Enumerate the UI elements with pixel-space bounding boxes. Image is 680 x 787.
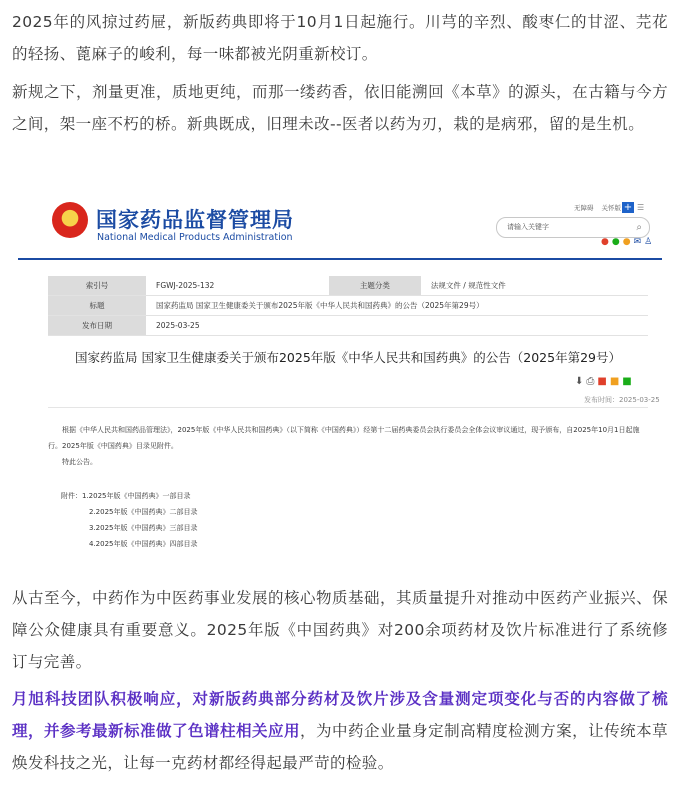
user-icon[interactable]: ♙ xyxy=(644,237,653,247)
attachment-link[interactable]: 2.2025年版《中国药典》二部目录 xyxy=(89,508,198,516)
publish-date: 发布时间：2025-03-25 xyxy=(584,396,660,404)
attachment-link[interactable]: 4.2025年版《中国药典》四部目录 xyxy=(89,540,198,548)
title-label: 标题 xyxy=(48,296,146,316)
org-name-en: National Medical Products Administration xyxy=(97,232,293,243)
table-row xyxy=(48,316,648,336)
table-row xyxy=(48,296,648,316)
title-value: 国家药监局 国家卫生健康委关于颁布2025年版《中华人民共和国药典》的公告（2025年第29号） xyxy=(146,296,648,316)
app-icon[interactable]: ● xyxy=(622,237,631,247)
share-wechat-icon[interactable]: ■ xyxy=(622,376,632,387)
attachment-link[interactable]: 3.2025年版《中国药典》三部目录 xyxy=(89,524,198,532)
menu-icon[interactable]: ☰ xyxy=(637,203,645,212)
share-qzone-icon[interactable]: ■ xyxy=(609,376,620,387)
topic-label: 主题分类 xyxy=(329,276,421,296)
attachment-link[interactable]: 1.2025年版《中国药典》一部目录 xyxy=(82,492,191,500)
top-links xyxy=(574,203,629,212)
body-paragraph: 根据《中华人民共和国药品管理法》，2025年版《中华人民共和国药典》（以下简称《中国药典》）经第十二届药典委员会执行委员会全体会议审议通过，现予颁布，自2025年10月1日起施行。2025年版《中国药典》目录见附件。 xyxy=(48,426,640,450)
wechat-icon[interactable]: ● xyxy=(611,237,620,247)
weibo-icon[interactable]: ● xyxy=(601,237,609,247)
document-title: 国家药监局 国家卫生健康委关于颁布2025年版《中华人民共和国药典》的公告（2025年第29号） xyxy=(74,350,621,365)
search-icon[interactable]: ⌕ xyxy=(636,222,642,233)
mail-icon[interactable]: ✉ xyxy=(633,237,642,247)
topic-value: 法规文件 / 规范性文件 xyxy=(421,276,648,296)
document-body xyxy=(48,422,648,470)
plus-icon[interactable]: + xyxy=(623,202,633,213)
org-name-cn: 国家药品监督管理局 xyxy=(96,208,294,232)
highlight-text: 月旭科技团队积极响应，对新版药典部分药材及饮片涉及含量测定项变化与否的内容做了梳理，并参考最新标准做了色谱柱相关应用 xyxy=(12,690,668,740)
attachments-label: 附件： xyxy=(61,492,82,500)
article-paragraph-2: 新规之下，剂量更准，质地更纯，而那一缕药香，依旧能溯回《本草》的源头，在古籍与今方之间，架一座不朽的桥。新典既成，旧理未改--医者以药为刃，栽的是病邪，留的是生机。 xyxy=(12,83,668,133)
date-label: 发布日期 xyxy=(48,316,146,336)
search-box[interactable] xyxy=(496,217,650,238)
table-row xyxy=(48,276,648,296)
date-value: 2025-03-25 xyxy=(146,316,648,336)
download-icon[interactable]: ⬇ xyxy=(575,376,584,387)
metadata-table xyxy=(48,276,648,336)
doc-divider xyxy=(48,407,648,408)
emblem-star-icon: ★ xyxy=(64,211,75,225)
social-icons xyxy=(598,237,652,247)
doc-tools xyxy=(572,376,632,387)
paragraph-4-rest: ，为中药企业量身定制高精度检测方案，让传统本草焕发科技之光，让每一克药材都经得起最严苛的检验。 xyxy=(12,722,669,772)
care-mode-link[interactable]: 关怀版 xyxy=(601,204,621,212)
print-icon[interactable]: ⎙ xyxy=(586,376,595,387)
index-label: 索引号 xyxy=(48,276,146,296)
notice-text: 特此公告。 xyxy=(62,458,97,466)
accessibility-link[interactable]: 无障碍 xyxy=(574,204,594,212)
search-input[interactable]: 请输入关键字 xyxy=(507,223,549,231)
embedded-nmpa-screenshot xyxy=(12,180,668,560)
share-weibo-icon[interactable]: ■ xyxy=(597,376,607,387)
attachments xyxy=(61,488,198,552)
article-paragraph-4 xyxy=(12,683,668,779)
header-divider xyxy=(18,258,662,260)
article-paragraph-3: 从古至今，中药作为中医药事业发展的核心物质基础，其质量提升对推动中医药产业振兴、保障公众健康具有重要意义。2025年版《中国药典》对200余项药材及饮片标准进行了系统修订与完善。 xyxy=(12,589,668,671)
index-value: FGWJ-2025-132 xyxy=(146,276,329,296)
article-paragraph-1: 2025年的风掠过药屉，新版药典即将于10月1日起施行。川芎的辛烈、酸枣仁的甘涩、芫花的轻扬、蓖麻子的峻利，每一味都被光阴重新校订。 xyxy=(12,13,668,63)
